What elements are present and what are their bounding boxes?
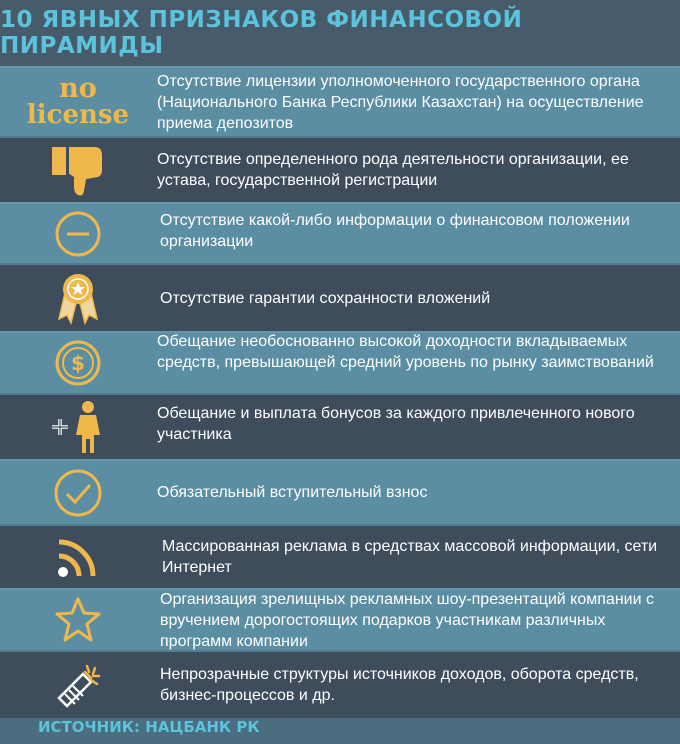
item-text: Отсутствие гарантии сохранности вложений	[160, 290, 491, 307]
list-item	[0, 138, 680, 202]
item-text: Обязательный вступительный взнос	[157, 484, 428, 501]
no-license-icon	[28, 66, 128, 138]
svg-text:$: $	[71, 351, 85, 375]
page-title: 10 ЯВНЫХ ПРИЗНАКОВ ФИНАНСОВОЙ ПИРАМИДЫ	[0, 0, 680, 66]
list-item	[0, 395, 680, 459]
item-text: Отсутствие определенного рода деятельности организации, ее устава, государственной регистрации	[157, 151, 629, 189]
source-caption: ИСТОЧНИК: НАЦБАНК РК	[38, 718, 260, 736]
no-license-text-license: license	[26, 100, 130, 130]
item-text: Обещание необоснованно высокой доходности вкладываемых средств, превышающей средний уровень по рынку заимствований	[157, 333, 654, 371]
list-item	[0, 331, 680, 395]
item-text: Массированная реклама в средствах массовой информации, сети Интернет	[162, 538, 658, 576]
list-item	[0, 265, 680, 331]
list-item	[0, 202, 680, 265]
item-text: Обещание и выплата бонусов за каждого привлеченного нового участника	[157, 405, 635, 443]
no-license-text-no: no	[59, 73, 97, 104]
item-text: Отсутствие какой-либо информации о финансовом положении организации	[160, 212, 630, 250]
list-item	[0, 588, 680, 652]
dollar-coin-icon	[28, 331, 128, 395]
minus-circle-icon	[28, 202, 128, 265]
item-text: Непрозрачные структуры источников доходов, оборота средств, бизнес-процессов и др.	[160, 666, 639, 704]
star-icon	[28, 588, 128, 652]
check-circle-icon	[28, 459, 128, 526]
list-item	[0, 652, 680, 718]
award-ribbon-icon	[28, 265, 128, 331]
item-text: Отсутствие лицензии уполномоченного государственного органа (Национального Банка Республики Казахстан) на осуществление приема депозитов	[157, 73, 644, 132]
thumbs-down-icon	[28, 138, 128, 202]
list-item	[0, 66, 680, 138]
list-item	[0, 459, 680, 526]
rss-broadcast-icon	[28, 526, 128, 588]
firework-rocket-icon	[28, 652, 128, 718]
plus-person-icon	[28, 395, 128, 459]
item-text: Организация зрелищных рекламных шоу-презентаций компании с вручением дорогостоящих подарков участникам различных программ компании	[160, 591, 654, 650]
list-item	[0, 526, 680, 588]
